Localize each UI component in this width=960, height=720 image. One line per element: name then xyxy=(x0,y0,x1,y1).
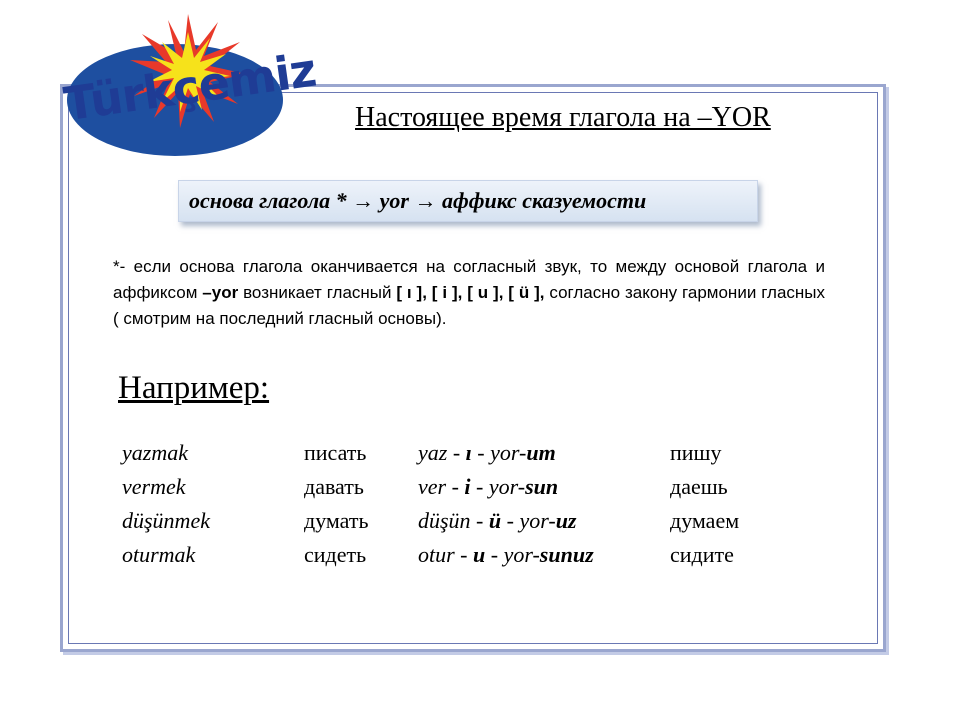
conjugation xyxy=(418,470,670,504)
conj-mid: - yor- xyxy=(471,440,527,465)
conjugation-meaning: пишу xyxy=(670,440,722,465)
note-intro: *- если основа глагола оканчивается на согласный звук, то между основой глагола и аффиксом xyxy=(113,257,825,302)
conjugation-meaning: сидите xyxy=(670,542,734,567)
note-outro: согласно закону гармонии гласных ( смотрим на последний гласный основы). xyxy=(113,283,826,328)
conj-stem: otur - xyxy=(418,542,473,567)
conj-vowel: i xyxy=(464,474,471,499)
conj-stem: düşün - xyxy=(418,508,489,533)
conj-vowel: ı xyxy=(465,440,472,465)
verb-infinitive: oturmak xyxy=(122,542,196,567)
table-row xyxy=(122,504,790,538)
conj-mid: - yor- xyxy=(501,508,556,533)
conj-stem: ver - xyxy=(418,474,465,499)
page-title: Настоящее время глагола на –YOR xyxy=(355,102,771,133)
note-affix: –yor xyxy=(202,283,239,302)
verb-infinitive: düşünmek xyxy=(122,508,210,533)
logo-text: Türkçemiz xyxy=(60,42,319,132)
conj-suffix: sunuz xyxy=(539,542,594,567)
verb-translation: писать xyxy=(304,440,367,465)
formula-box: основа глагола * → yor → аффикс сказуемости xyxy=(178,180,758,222)
verb-translation: думать xyxy=(304,508,369,533)
verb-translation: сидеть xyxy=(304,542,367,567)
verb-translation: давать xyxy=(304,474,364,499)
note-vowels: [ ı ], [ i ], [ u ], [ ü ], xyxy=(396,283,545,302)
table-row xyxy=(122,538,790,572)
note-paragraph xyxy=(113,254,825,332)
conj-vowel: u xyxy=(473,542,486,567)
conjugation-meaning: думаем xyxy=(670,508,740,533)
conj-vowel: ü xyxy=(488,508,502,533)
conj-suffix: uz xyxy=(555,508,577,533)
example-heading: Например: xyxy=(118,370,270,406)
conj-mid: - yor- xyxy=(485,542,540,567)
table-row xyxy=(122,436,790,470)
verb-infinitive: vermek xyxy=(122,474,186,499)
conj-suffix: um xyxy=(526,440,556,465)
table-row xyxy=(122,470,790,504)
conjugation xyxy=(418,538,670,572)
conj-stem: yaz - xyxy=(418,440,466,465)
examples-table xyxy=(122,436,790,572)
conjugation xyxy=(418,504,670,538)
conj-suffix: sun xyxy=(525,474,559,499)
conj-mid: - yor- xyxy=(470,474,526,499)
note-mid: возникает гласный xyxy=(238,283,397,302)
conjugation-meaning: даешь xyxy=(670,474,728,499)
verb-infinitive: yazmak xyxy=(122,440,188,465)
conjugation xyxy=(418,436,670,470)
